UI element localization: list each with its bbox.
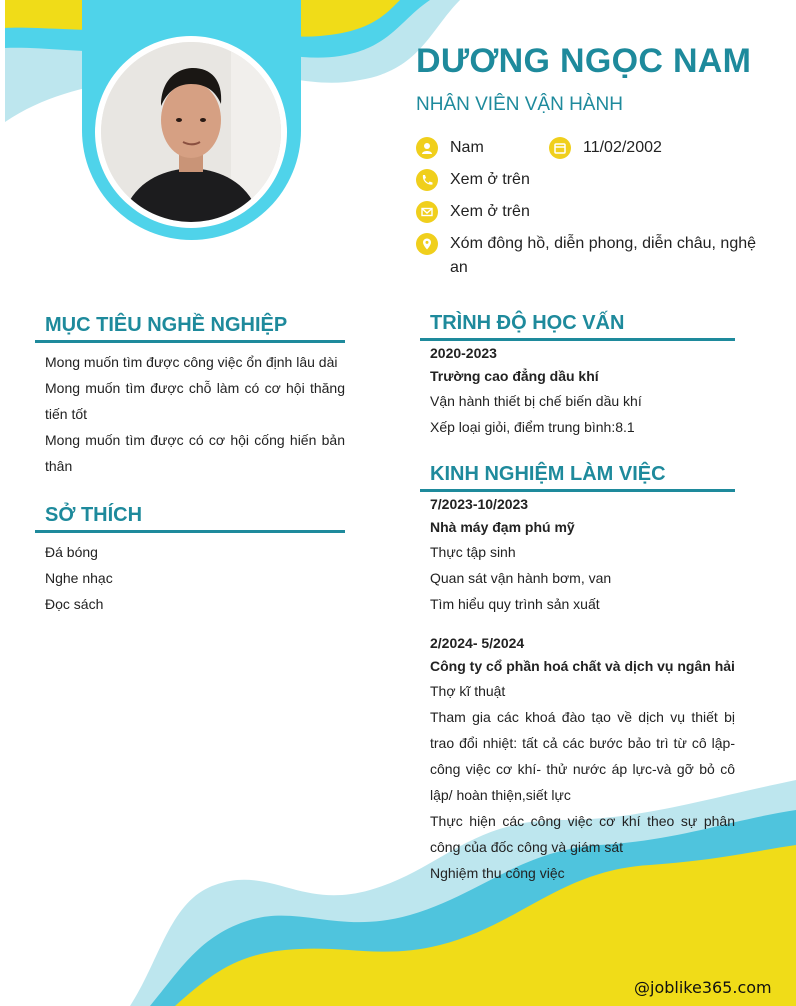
job-line: Nghiệm thu công việc xyxy=(430,865,565,881)
job-line: Tìm hiểu quy trình sản xuất xyxy=(430,596,600,612)
experience-heading: KINH NGHIỆM LÀM VIỆC xyxy=(430,463,666,485)
education-grade: Xếp loại giỏi, điểm trung bình:8.1 xyxy=(430,419,635,435)
education-period: 2020-2023 xyxy=(430,345,497,361)
job-line: Thực hiện các công việc cơ khí theo sự phân công của đốc công và giám sát xyxy=(430,813,735,855)
objective-list xyxy=(45,349,345,479)
education-divider xyxy=(420,338,735,341)
hobby-item: Nghe nhạc xyxy=(45,570,113,586)
job-period: 7/2023-10/2023 xyxy=(430,496,529,512)
job-line: Thực tập sinh xyxy=(430,544,516,560)
user-icon xyxy=(416,137,438,159)
phone-icon xyxy=(416,169,438,191)
location-icon xyxy=(416,233,438,255)
job-line: Tham gia các khoá đào tạo về dịch vụ thiết bị trao đổi nhiệt: tất cả các bước bảo trì từ cô lập-công việc cơ khí- thử nước áp lực-và gỡ bỏ cô lập/ hoàn thiện,siết lực xyxy=(430,709,735,803)
education-heading: TRÌNH ĐỘ HỌC VẤN xyxy=(430,312,625,334)
profile-photo xyxy=(101,42,281,222)
experience-job xyxy=(430,493,735,617)
objective-item: Mong muốn tìm được công việc ổn định lâu dài xyxy=(45,354,338,370)
education-major: Vận hành thiết bị chế biến dầu khí xyxy=(430,393,642,409)
objective-item: Mong muốn tìm được chỗ làm có cơ hội thăng tiến tốt xyxy=(45,380,345,422)
job-title: NHÂN VIÊN VẬN HÀNH xyxy=(416,94,623,115)
birthdate-value: 11/02/2002 xyxy=(583,139,662,156)
address-value: Xóm đông hồ, diễn phong, diễn châu, nghệ an xyxy=(450,235,757,276)
objective-divider xyxy=(35,340,345,343)
experience-divider xyxy=(420,489,735,492)
job-company: Công ty cổ phần hoá chất và dịch vụ ngân hải xyxy=(430,658,735,674)
job-line: Quan sát vận hành bơm, van xyxy=(430,570,612,586)
education-school: Trường cao đẳng dầu khí xyxy=(430,368,599,384)
hobby-item: Đá bóng xyxy=(45,544,98,560)
objective-heading: MỤC TIÊU NGHỀ NGHIỆP xyxy=(45,314,288,336)
candidate-name: DƯƠNG NGỌC NAM xyxy=(416,42,752,80)
education-block xyxy=(430,342,735,440)
objective-item: Mong muốn tìm được có cơ hội cống hiến bản thân xyxy=(45,432,345,474)
calendar-icon xyxy=(549,137,571,159)
hobbies-list xyxy=(45,539,345,617)
phone-value: Xem ở trên xyxy=(450,171,530,188)
watermark: @joblike365.com xyxy=(634,978,772,997)
job-company: Nhà máy đạm phú mỹ xyxy=(430,519,575,535)
hobbies-divider xyxy=(35,530,345,533)
job-line: Thợ kĩ thuật xyxy=(430,683,506,699)
hobbies-heading: SỞ THÍCH xyxy=(45,504,143,526)
experience-job xyxy=(430,632,735,886)
hobby-item: Đọc sách xyxy=(45,596,104,612)
email-value: Xem ở trên xyxy=(450,203,530,220)
email-icon xyxy=(416,201,438,223)
gender-value: Nam xyxy=(450,139,484,156)
job-period: 2/2024- 5/2024 xyxy=(430,635,525,651)
